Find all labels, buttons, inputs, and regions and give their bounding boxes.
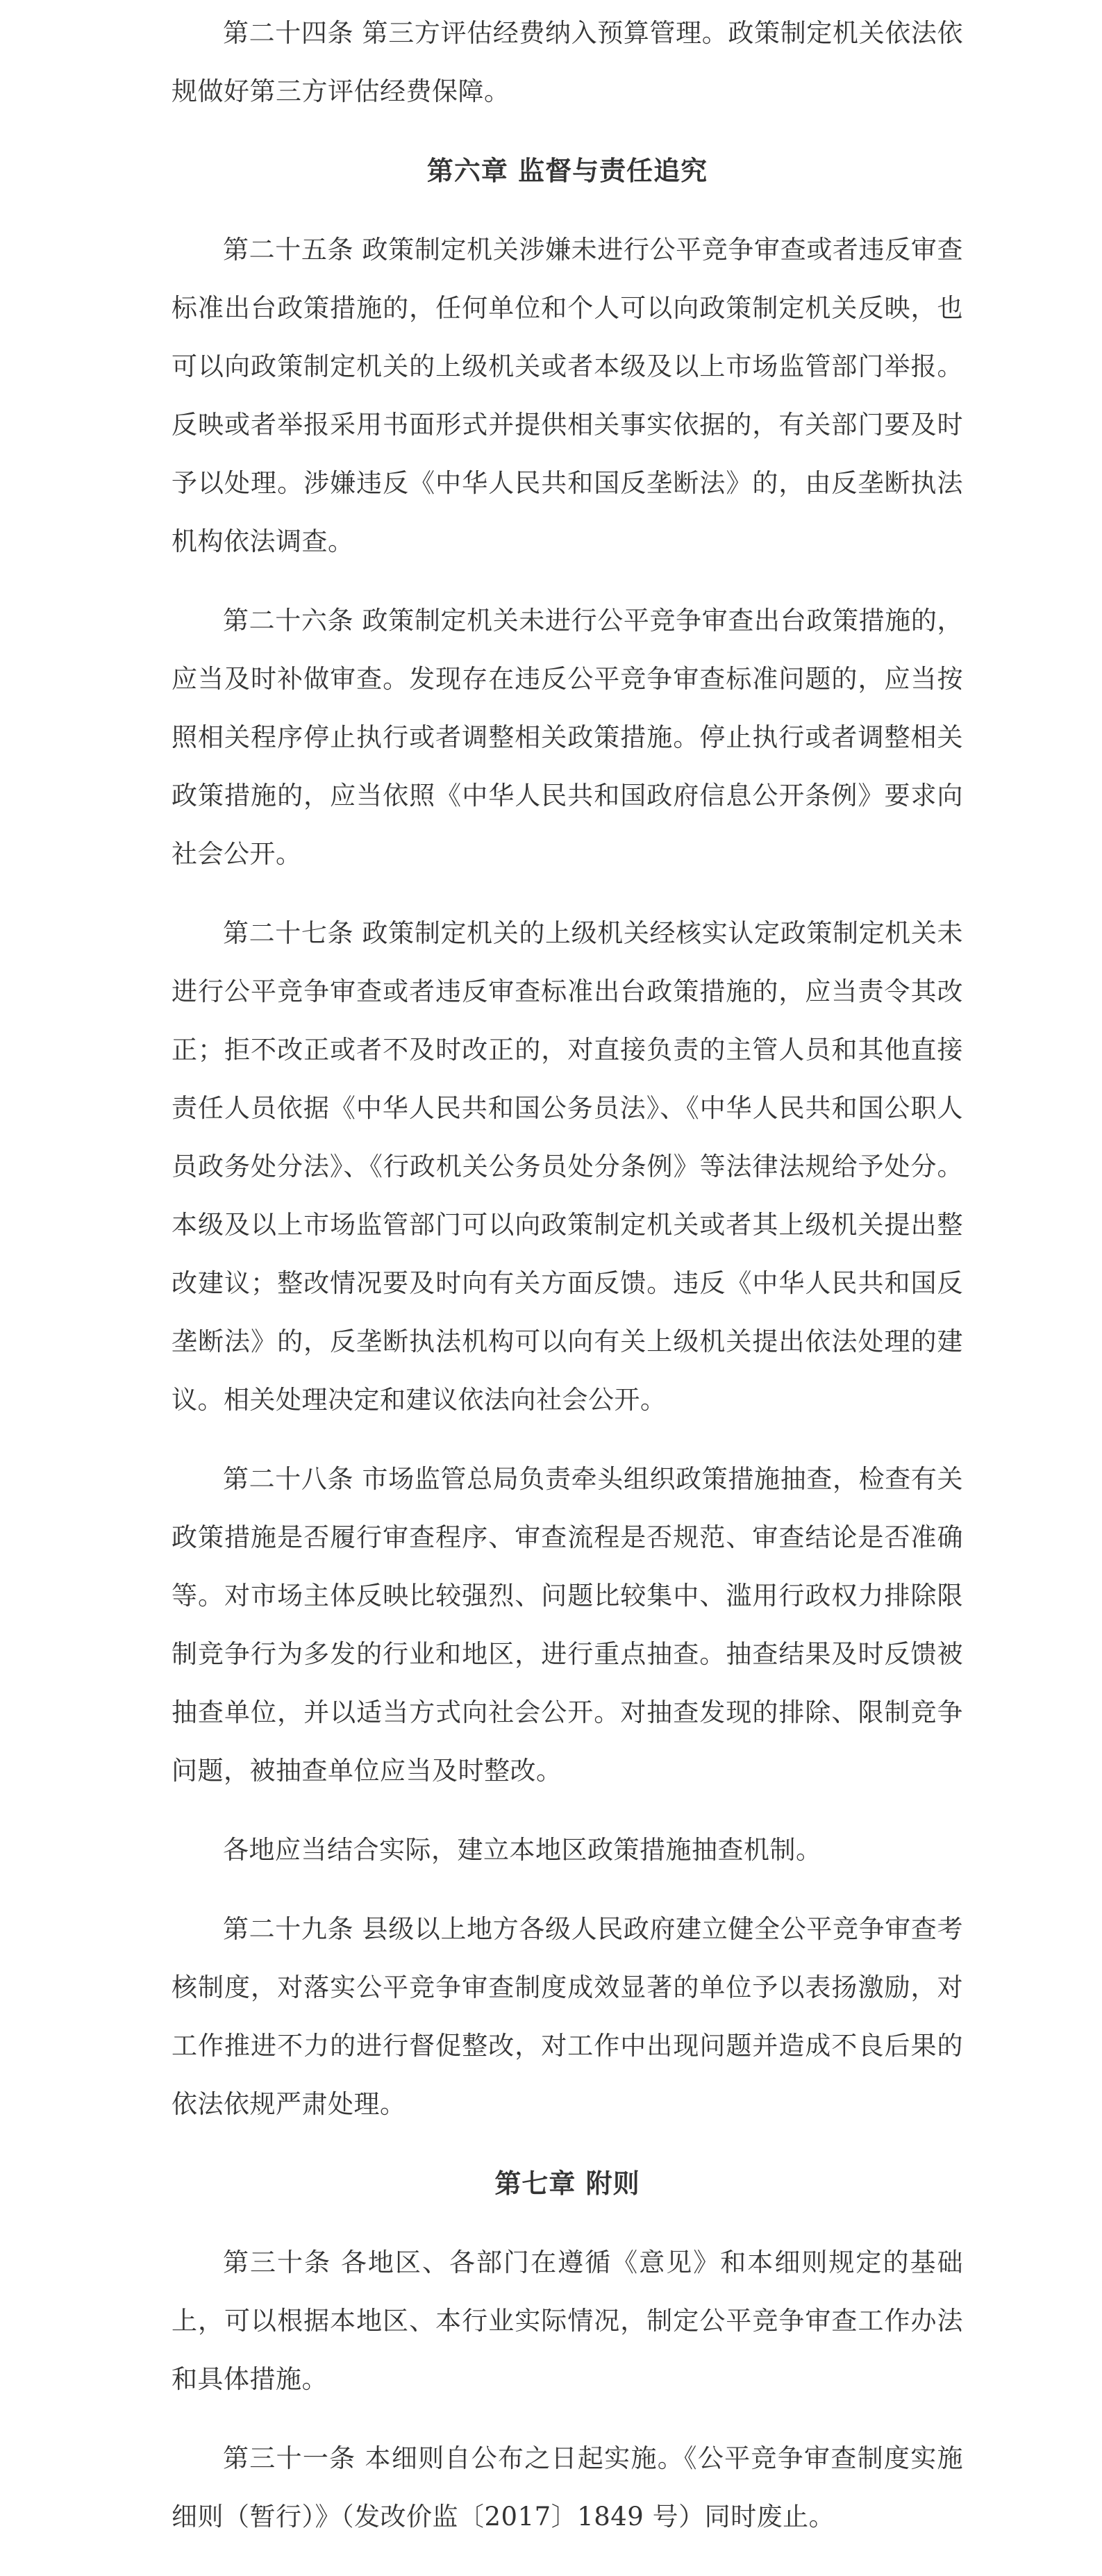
article-28-supplement: 各地应当结合实际，建立本地区政策措施抽查机制。 xyxy=(223,1835,822,1865)
article-24: 第二十四条 第三方评估经费纳入预算管理。政策制定机关依法依规做好第三方评估经费保障。 xyxy=(172,18,963,106)
article-30: 第三十条 各地区、各部门在遵循《意见》和本细则规定的基础上，可以根据本地区、本行业实际情况，制定公平竞争审查工作办法和具体措施。 xyxy=(172,2247,963,2394)
chapter-6-heading: 第六章 监督与责任追究 xyxy=(426,155,708,186)
document-body xyxy=(172,0,963,2546)
article-27: 第二十七条 政策制定机关的上级机关经核实认定政策制定机关未进行公平竞争审查或者违反审查标准出台政策措施的，应当责令其改正；拒不改正或者不及时改正的，对直接负责的主管人员和其他直接责任人员依据《中华人民共和国公务员法》、《中华人民共和国公职人员政务处分法》、《行政机关公务员处分条例》等法律法规给予处分。本级及以上市场监管部门可以向政策制定机关或者其上级机关提出整改建议；整改情况要及时向有关方面反馈。违反《中华人民共和国反垄断法》的，反垄断执法机构可以向有关上级机关提出依法处理的建议。相关处理决定和建议依法向社会公开。 xyxy=(172,918,963,1415)
chapter-7-heading: 第七章 附则 xyxy=(494,2168,640,2199)
article-31: 第三十一条 本细则自公布之日起实施。《公平竞争审查制度实施细则（暂行）》（发改价监〔2017〕1849 号）同时废止。 xyxy=(172,2443,963,2532)
article-26: 第二十六条 政策制定机关未进行公平竞争审查出台政策措施的，应当及时补做审查。发现存在违反公平竞争审查标准问题的，应当按照相关程序停止执行或者调整相关政策措施。停止执行或者调整相关政策措施的，应当依照《中华人民共和国政府信息公开条例》要求向社会公开。 xyxy=(172,606,963,869)
article-25: 第二十五条 政策制定机关涉嫌未进行公平竞争审查或者违反审查标准出台政策措施的，任何单位和个人可以向政策制定机关反映，也可以向政策制定机关的上级机关或者本级及以上市场监管部门举报。反映或者举报采用书面形式并提供相关事实依据的，有关部门要及时予以处理。涉嫌违反《中华人民共和国反垄断法》的，由反垄断执法机构依法调查。 xyxy=(172,235,963,556)
article-28: 第二十八条 市场监管总局负责牵头组织政策措施抽查，检查有关政策措施是否履行审查程序、审查流程是否规范、审查结论是否准确等。对市场主体反映比较强烈、问题比较集中、滥用行政权力排除限制竞争行为多发的行业和地区，进行重点抽查。抽查结果及时反馈被抽查单位，并以适当方式向社会公开。对抽查发现的排除、限制竞争问题，被抽查单位应当及时整改。 xyxy=(172,1464,963,1786)
article-29: 第二十九条 县级以上地方各级人民政府建立健全公平竞争审查考核制度，对落实公平竞争审查制度成效显著的单位予以表扬激励，对工作推进不力的进行督促整改，对工作中出现问题并造成不良后果的依法依规严肃处理。 xyxy=(172,1914,963,2119)
